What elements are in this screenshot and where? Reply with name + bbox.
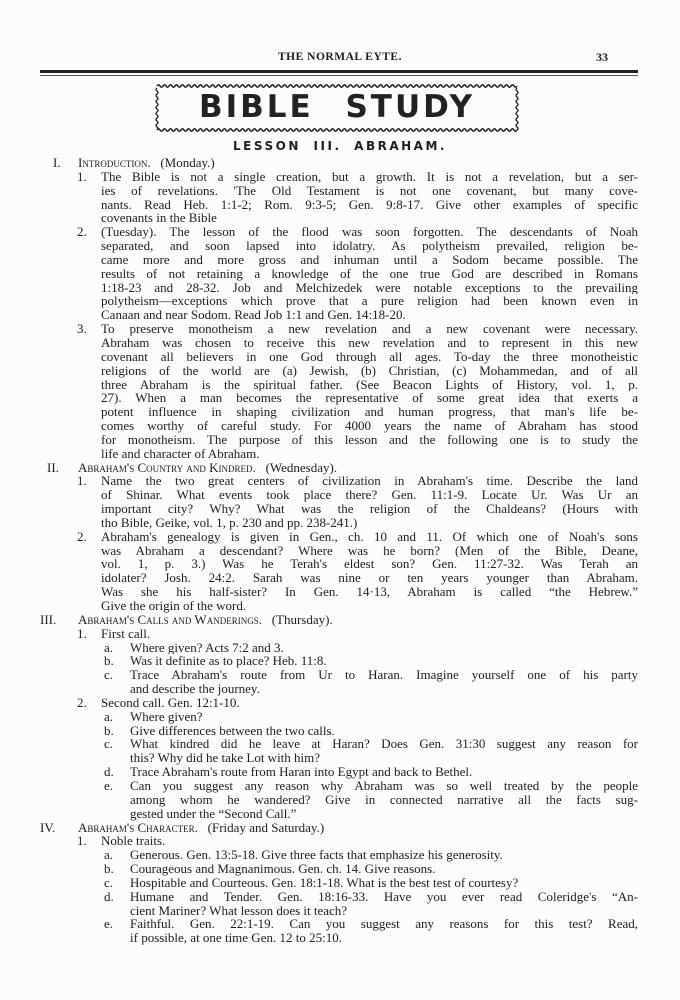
outline-item-line — [0, 281, 680, 295]
outline-item-text: three Abraham is the spiritual father. (See Beacon Lights of History, vol. 1, p. — [101, 377, 638, 392]
outline-item-text: tho Bible, Geike, vol. 1, p. 230 and pp. 238-241.) — [101, 515, 358, 530]
outline-item-line — [0, 834, 680, 848]
section-day-note: (Wednesday). — [265, 459, 338, 475]
outline-subitem-text: Generous. Gen. 13:5-18. Give three facts that emphasize his generosity. — [130, 848, 503, 863]
outline-subitem-text: this? Why did he take Lot with him? — [130, 751, 321, 766]
outline-subitem-label: d. — [104, 888, 114, 904]
outline-subitem-text: Hospitable and Courteous. Gen. 18:1-18. What is the best test of courtesy? — [130, 875, 519, 890]
outline-subitem-text: Trace Abraham's route from Haran into Egypt and back to Bethel. — [130, 765, 473, 779]
outline-item-text: polytheism—exceptions which prove that a pure religion had been known even in — [101, 294, 638, 309]
outline-subitem-line — [0, 807, 680, 821]
outline-item-line — [0, 184, 680, 198]
outline-subitem-line — [0, 793, 680, 807]
section-numeral: I. — [53, 155, 61, 170]
outline-item-line — [0, 502, 680, 516]
outline-subitem-line — [0, 641, 680, 655]
outline-item-text: was Abraham a descendant? Where was he born? (Men of the Bible, Deane, — [101, 543, 638, 558]
outline-item-label: 2. — [77, 224, 87, 240]
outline-subitem-line — [0, 917, 680, 931]
outline-item-line — [0, 530, 680, 544]
outline-subitem-text: Humane and Tender. Gen. 18:16-33. Have you ever read Coleridge's “An- — [130, 889, 638, 904]
section-heading — [0, 461, 680, 475]
outline-subitem-text: Give differences between the two calls. — [130, 723, 335, 738]
outline-item-line — [0, 170, 680, 184]
outline-item-text: nants. Read Heb. 1:1-2; Rom. 9:3-5; Gen. 9:8-17. Give other examples of specific — [101, 197, 638, 212]
outline-item-line — [0, 322, 680, 336]
header-rule-thin — [40, 75, 638, 76]
page-number: 33 — [596, 50, 608, 64]
outline-item-text: Was she his half-sister? In Gen. 14·13, Abraham is called “the Hebrew.” — [101, 585, 638, 599]
outline-subitem-line — [0, 724, 680, 738]
outline-item-text: vol. 1, p. 3.) Was he Terah's eldest son? Gen. 11:27-32. Was Terah an — [101, 557, 638, 572]
outline-subitem-text: Faithful. Gen. 22:1-19. Can you suggest any reasons for this test? Read, — [130, 917, 638, 932]
section-heading — [0, 821, 680, 835]
outline-item-text: comes worthy of careful study. For 4000 years the name of Abraham has stood — [101, 419, 638, 433]
outline-subitem-label: d. — [104, 764, 114, 780]
outline-item-line — [0, 267, 680, 281]
section-title-group — [78, 461, 337, 475]
outline-subitem-line — [0, 848, 680, 862]
outline-item-text: 27). When a man becomes the representative of some great idea that exerts a — [101, 391, 638, 406]
outline-item-line — [0, 405, 680, 419]
outline-subitem-label: e. — [104, 777, 114, 793]
outline-item-text: came more and more gross and inhuman until a Sodom became possible. The — [101, 252, 638, 267]
outline-item-text: idolater? Josh. 24:2. Sarah was nine or ten years younger than Abraham. — [101, 571, 638, 586]
outline-subitem-line — [0, 668, 680, 682]
outline-item-line — [0, 211, 680, 225]
outline-item-line — [0, 336, 680, 350]
section-title: Introduction. — [78, 155, 151, 170]
outline-item-text: To preserve monotheism a new revelation and a new covenant were necessary. — [101, 322, 638, 336]
outline-subitem-line — [0, 779, 680, 793]
section-day-note: (Thursday). — [271, 611, 333, 627]
outline-item-line — [0, 585, 680, 599]
section-day-note: (Monday.) — [160, 155, 215, 170]
outline-item-text: Canaan and near Sodom. Read Job 1:1 and Gen. 14:18-20. — [101, 308, 406, 323]
outline-item-text: First call. — [101, 626, 151, 641]
outline-subitem-line — [0, 862, 680, 876]
outline-item-line — [0, 350, 680, 364]
section-heading — [0, 156, 680, 170]
outline-item-line — [0, 696, 680, 710]
outline-item-text: life and character of Abraham. — [101, 446, 260, 461]
outline-item-text: important city? Why? What was the religion of the Chaldeans? (Hours with — [101, 502, 638, 516]
lesson-outline — [0, 156, 680, 945]
outline-item-text: ies of revelations. 'The Old Testament is not one covenant, but many cove- — [101, 183, 638, 198]
outline-subitem-line — [0, 765, 680, 779]
outline-item-label: 1. — [77, 473, 87, 489]
outline-item-text: 1:18-23 and 28-32. Job and Melchizedek were notable exceptions to the prevailing — [101, 280, 638, 295]
outline-item-text: Abraham's genealogy is given in Gen., ch. 10 and 11. Of which one of Noah's sons — [101, 529, 638, 544]
lesson-title: LESSON III. ABRAHAM. — [233, 139, 447, 153]
outline-item-line — [0, 225, 680, 239]
outline-item-line — [0, 571, 680, 585]
section-title: Abraham's Country and Kindred. — [78, 459, 256, 475]
outline-item-text: separated, and soon lapsed into idolatry. As polytheism prevailed, religion be- — [101, 239, 638, 253]
outline-item-line — [0, 253, 680, 267]
outline-item-line — [0, 488, 680, 502]
outline-item-label: 2. — [77, 694, 87, 710]
bible-study-banner — [154, 82, 520, 134]
outline-item-line — [0, 433, 680, 447]
running-header: THE NORMAL EYTE. — [278, 51, 402, 63]
outline-item-label: 1. — [77, 833, 87, 849]
outline-item-line — [0, 599, 680, 613]
section-title-group — [78, 156, 215, 170]
section-numeral: III. — [40, 611, 57, 627]
outline-item-text: covenant all believers in one God through all ages. To-day the three monotheistic — [101, 349, 638, 364]
outline-item-text: The Bible is not a single creation, but a growth. It is not a revelation, but a ser- — [101, 169, 638, 184]
outline-subitem-label: b. — [104, 653, 114, 669]
outline-item-text: Abraham was chosen to receive this new revelation and to represent in this new — [101, 335, 638, 350]
outline-subitem-text: gested under the “Second Call.” — [130, 806, 297, 821]
outline-subitem-label: a. — [104, 847, 114, 863]
outline-subitem-text: Trace Abraham's route from Ur to Haran. Imagine yourself one of his party — [130, 668, 638, 683]
outline-subitem-label: c. — [104, 874, 114, 890]
outline-subitem-label: a. — [104, 708, 114, 724]
outline-subitem-line — [0, 682, 680, 696]
outline-subitem-line — [0, 751, 680, 765]
outline-item-text: of Shinar. What events took place there? Gen. 11:1-9. Locate Ur. Was Ur an — [101, 488, 638, 503]
outline-subitem-text: Courageous and Magnanimous. Gen. ch. 14. Give reasons. — [130, 862, 436, 876]
outline-item-text: religions of the world are (a) Jewish, (b) Christian, (c) Mohammedan, and of all — [101, 363, 638, 378]
outline-subitem-text: Where given? Acts 7:2 and 3. — [130, 640, 284, 655]
outline-subitem-label: b. — [104, 722, 114, 738]
outline-subitem-line — [0, 904, 680, 918]
outline-item-line — [0, 308, 680, 322]
outline-item-line — [0, 627, 680, 641]
outline-subitem-text: What kindred did he leave at Haran? Does Gen. 31:30 suggest any reason for — [130, 737, 638, 752]
outline-subitem-label: e. — [104, 916, 114, 932]
outline-item-text: potent influence in shaping civilization and human progress, that man's life be- — [101, 405, 638, 420]
outline-item-label: 1. — [77, 625, 87, 641]
outline-item-line — [0, 378, 680, 392]
outline-item-line — [0, 544, 680, 558]
outline-subitem-text: cient Mariner? What lesson does it teach? — [130, 903, 348, 918]
outline-subitem-line — [0, 710, 680, 724]
outline-subitem-text: Where given? — [130, 709, 203, 724]
outline-item-text: (Tuesday). The lesson of the flood was soon forgotten. The descendants of Noah — [101, 225, 638, 240]
section-title-group — [78, 613, 333, 627]
outline-item-text: for monotheism. The purpose of this lesson and the following one is to study the — [101, 432, 638, 447]
outline-item-label: 1. — [77, 168, 87, 184]
outline-item-text: Noble traits. — [101, 834, 166, 849]
outline-item-line — [0, 294, 680, 308]
outline-subitem-line — [0, 737, 680, 751]
outline-item-line — [0, 419, 680, 433]
outline-subitem-line — [0, 931, 680, 945]
outline-subitem-text: among whom he wandered? Give in connected narrative all the facts sug- — [130, 792, 638, 807]
outline-item-line — [0, 516, 680, 530]
banner-title: BIBLE STUDY — [198, 89, 476, 125]
outline-subitem-label: c. — [104, 736, 114, 752]
outline-subitem-text: Can you suggest any reason why Abraham was so well treated by the people — [130, 778, 638, 793]
outline-subitem-line — [0, 654, 680, 668]
outline-item-text: Name the two great centers of civilization in Abraham's time. Describe the land — [101, 474, 638, 489]
outline-subitem-text: Was it definite as to place? Heb. 11:8. — [130, 654, 327, 669]
outline-item-label: 3. — [77, 321, 87, 337]
outline-item-label: 2. — [77, 528, 87, 544]
section-numeral: IV. — [40, 819, 56, 835]
section-title: Abraham's Calls and Wanderings. — [78, 611, 262, 627]
outline-subitem-line — [0, 890, 680, 904]
outline-item-line — [0, 557, 680, 571]
outline-item-text: results of not retaining a knowledge of the one true God are described in Romans — [101, 266, 638, 281]
section-title: Abraham's Character. — [78, 819, 198, 835]
outline-item-line — [0, 364, 680, 378]
section-heading — [0, 613, 680, 627]
outline-subitem-text: if possible, at one time Gen. 12 to 25:10. — [130, 931, 342, 946]
outline-item-text: Second call. Gen. 12:1-10. — [101, 695, 240, 710]
outline-item-line — [0, 198, 680, 212]
section-day-note: (Friday and Saturday.) — [207, 819, 325, 835]
section-numeral: II. — [47, 459, 59, 475]
section-title-group — [78, 821, 324, 835]
outline-item-text: covenants in the Bible — [101, 211, 217, 226]
outline-subitem-text: and describe the journey. — [130, 682, 260, 696]
outline-subitem-label: c. — [104, 667, 114, 683]
outline-item-line — [0, 474, 680, 488]
outline-subitem-line — [0, 876, 680, 890]
outline-subitem-label: a. — [104, 639, 114, 655]
header-rule — [40, 70, 638, 73]
outline-item-line — [0, 447, 680, 461]
outline-subitem-label: b. — [104, 861, 114, 877]
outline-item-text: Give the origin of the word. — [101, 599, 247, 613]
outline-item-line — [0, 391, 680, 405]
outline-item-line — [0, 239, 680, 253]
